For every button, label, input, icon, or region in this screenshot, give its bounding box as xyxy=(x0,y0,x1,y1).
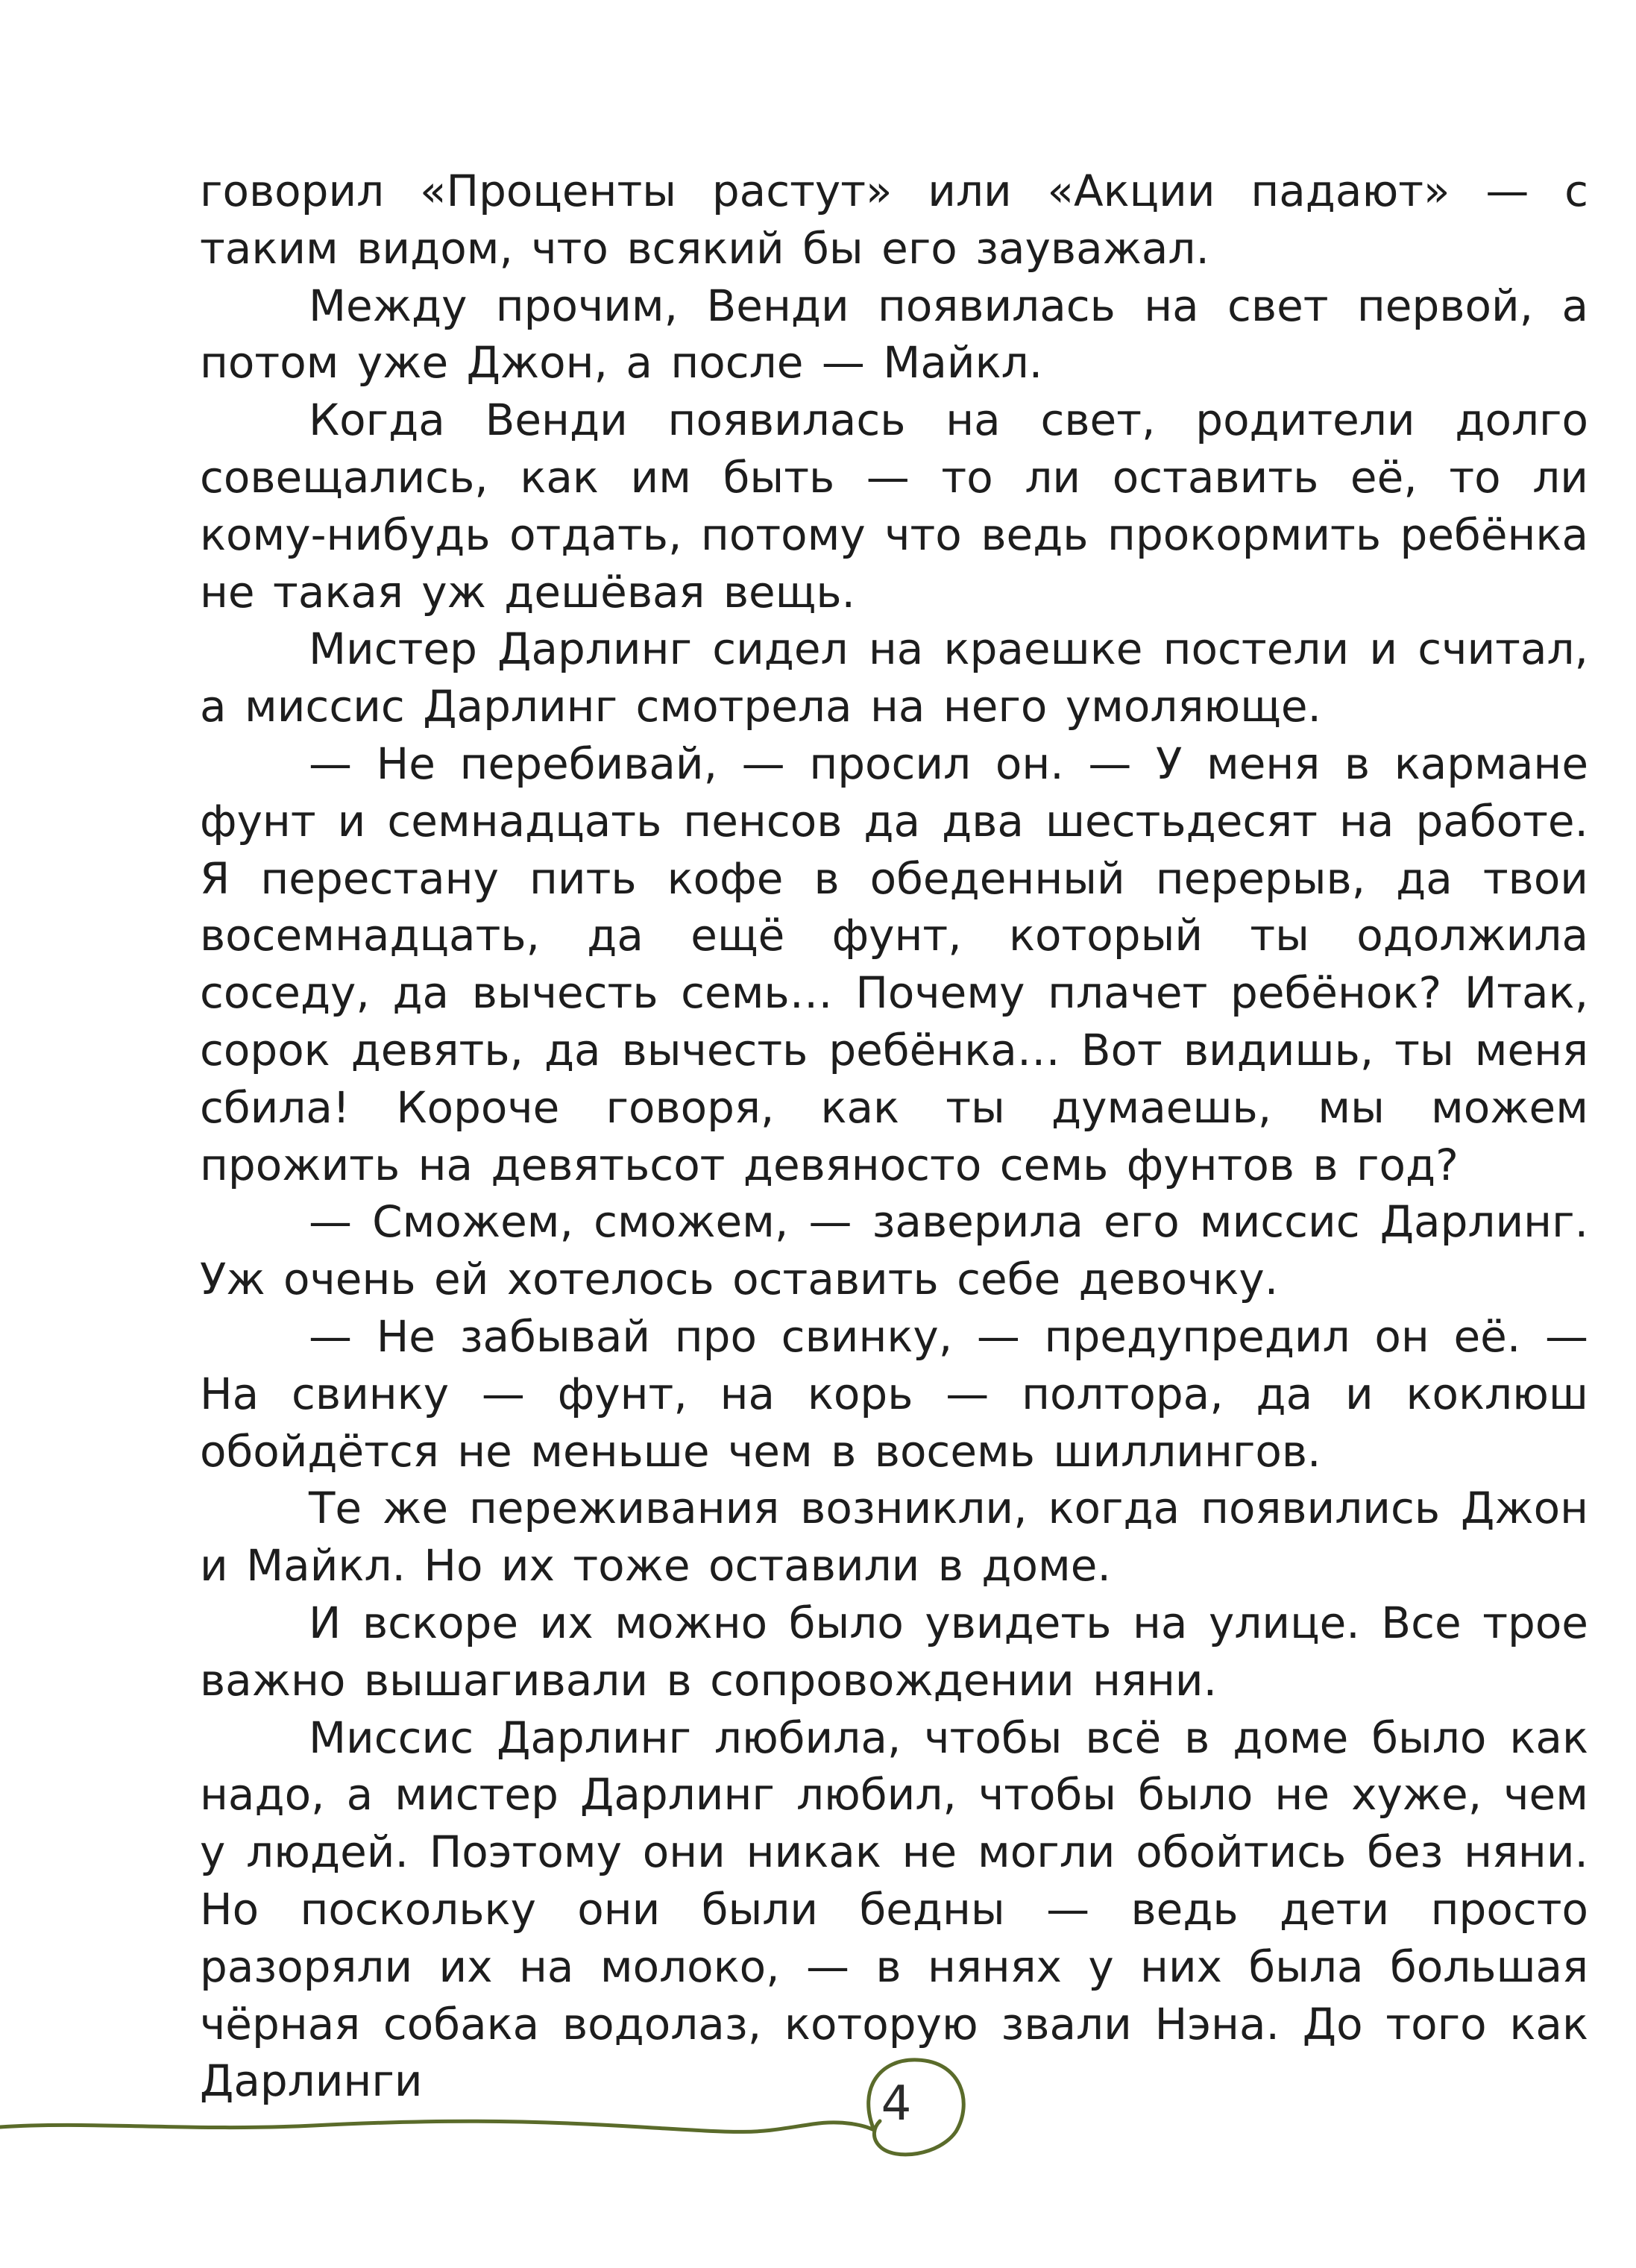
paragraph: — Не забывай про свинку, — предупредил он её. — На свинку — фунт, на корь — полтора, да и коклюш обойдётся не меньше чем в восемь шиллингов. xyxy=(200,1310,1588,1477)
paragraph: И вскоре их можно было увидеть на улице. Все трое важно вышагивали в сопровождении няни. xyxy=(200,1597,1588,1706)
paragraph: Миссис Дарлинг любила, чтобы всё в доме было как надо, а мистер Дарлинг любил, чтобы было не хуже, чем у людей. Поэтому они никак не могли обойтись без няни. Но поскольку они были бедны — ведь дети просто разоряли их на молоко, — в нянях у них была большая чёрная собака водолаз, которую звали Нэна. До того как Дарлинги xyxy=(200,1712,1588,2107)
footer-decoration xyxy=(0,2044,1636,2268)
paragraph: Те же переживания возникли, когда появились Джон и Майкл. Но их тоже оставили в доме. xyxy=(200,1483,1588,1592)
body-text xyxy=(200,163,1588,2110)
paragraph: — Не перебивай, — просил он. — У меня в кармане фунт и семнадцать пенсов да два шестьдесят на работе. Я перестану пить кофе в обеденный перерыв, да твои восемнадцать, да ещё фунт, который ты одолжила соседу, да вычесть семь… Почему плачет ребёнок? Итак, сорок девять, да вычесть ребёнка… Вот видишь, ты меня сбила! Короче говоря, как ты думаешь, мы можем прожить на девятьсот девяносто семь фунтов в год? xyxy=(200,738,1588,1190)
page-number: 4 xyxy=(881,2076,912,2132)
paragraph: говорил «Проценты растут» или «Акции падают» — с таким видом, что всякий бы его зауважал. xyxy=(200,166,1588,274)
paragraph: — Сможем, сможем, — заверила его миссис Дарлинг. Уж очень ей хотелось оставить себе девочку. xyxy=(200,1196,1588,1305)
footer-wavy-line xyxy=(0,2121,874,2132)
paragraph: Мистер Дарлинг сидел на краешке постели и считал, а миссис Дарлинг смотрела на него умоляюще. xyxy=(200,623,1588,732)
paragraph: Когда Венди появилась на свет, родители долго совещались, как им быть — то ли оставить её, то ли кому-нибудь отдать, потому что ведь прокормить ребёнка не такая уж дешёвая вещь. xyxy=(200,395,1588,618)
paragraph: Между прочим, Венди появилась на свет первой, а потом уже Джон, а после — Майкл. xyxy=(200,280,1588,389)
